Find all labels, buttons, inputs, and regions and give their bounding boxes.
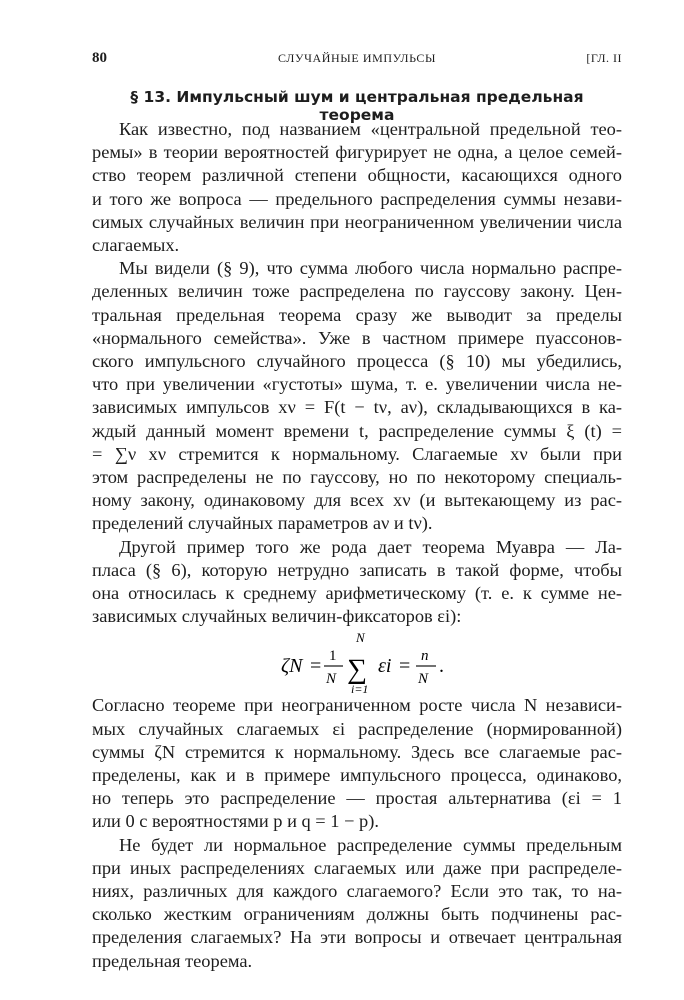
formula-sum-top: N [356, 630, 365, 646]
formula-eq1: = [310, 655, 322, 678]
running-title: СЛУЧАЙНЫЕ ИМПУЛЬСЫ [277, 51, 437, 65]
text-line: слагаемых. [92, 235, 180, 255]
text-line: пределены, как и в примере импульсного процесса, одинаково, [92, 765, 622, 785]
text-line: но теперь это распределение — простая альтернатива (εi = 1 [92, 788, 622, 809]
page-number: 80 [92, 50, 107, 66]
text-line: при иных распределениях слагаемых или даже при распределе- [92, 857, 622, 878]
text-line: зависимых импульсов xν = F(t − tν, aν), складывающихся в ка- [92, 397, 622, 418]
text-line: Как известно, под названием «центральной предельной тео- [119, 119, 622, 139]
text-line: зависимых случайных величин-фиксаторов εi): [92, 606, 462, 627]
formula-sum-sign: ∑ [347, 654, 367, 686]
text-line: ство теорем различной степени общности, касающихся одного [92, 165, 622, 186]
text-line: ского импульсного случайного процесса (§ 10) мы убедились, [92, 351, 622, 371]
text-line: ремы» в теории вероятностей фигурирует не одна, а целое семей- [92, 142, 622, 163]
text-line: суммы ζN стремится к нормальному. Здесь все слагаемые рас- [92, 741, 622, 762]
text-line: что при увеличении «густоты» шума, т. е. увеличении числа не- [92, 374, 622, 395]
chapter-label: [ГЛ. II [586, 51, 622, 65]
formula-N-den: N [326, 671, 337, 688]
text-line: пласа (§ 6), которую нетрудно записать в такой форме, чтобы [92, 559, 622, 580]
text-line: Другой пример того же рода дает теорема Муавра — Ла- [119, 536, 622, 557]
text-line: мых случайных слагаемых εi распределение (нормированной) [92, 718, 622, 739]
text-line: = ∑ν xν стремится к нормальному. Слагаемые xν были при [92, 443, 622, 464]
text-line: ждый данный момент времени t, распределение суммы ξ (t) = [92, 420, 622, 441]
text-line: и того же вопроса — предельного распределения суммы незави- [92, 188, 622, 209]
formula-end: . [439, 655, 444, 678]
text-line: ному закону, одинаковому для всех xν (и вытекающему из рас- [92, 490, 622, 511]
text-line: деленных величин тоже распределена по гауссову закону. Цен- [92, 281, 622, 302]
text-line: Согласно теореме при неограниченном росте числа N независи- [92, 695, 622, 716]
formula-sum-bottom: i=1 [351, 682, 369, 695]
section-title: § 13. Импульсный шум и центральная предельная теорема [130, 88, 584, 124]
text-line: «нормального семейства». Уже в частном примере пуассонов- [92, 327, 622, 348]
text-line: она относилась к среднему арифметическому (т. е. к сумме не- [92, 583, 622, 603]
text-line: пределения слагаемых? На эти вопросы и отвечает центральная [92, 927, 622, 948]
text-line: пределений случайных параметров aν и tν). [92, 513, 433, 534]
text-line: симых случайных величин при неограниченном увеличении числа [92, 211, 622, 232]
formula-lhs: ζN [281, 655, 303, 678]
formula-term: εi [378, 655, 392, 678]
text-line: Мы видели (§ 9), что сумма любого числа нормально распре- [119, 258, 622, 279]
text-line: Не будет ли нормальное распределение суммы предельным [119, 834, 622, 855]
text-line: сколько жестким ограничениям должны быть подчинены рас- [92, 904, 622, 925]
formula-svg [92, 630, 622, 694]
text-line: этом распределены не по гауссову, но по некоторому специаль- [92, 467, 622, 487]
formula-N-den2: N [418, 671, 429, 688]
text-line: или 0 с вероятностями p и q = 1 − p). [92, 811, 379, 832]
formula [92, 630, 622, 694]
formula-one: 1 [329, 648, 337, 665]
formula-n-num: n [421, 648, 429, 665]
text-line: тральная предельная теорема сразу же выводит за пределы [92, 304, 622, 325]
text-line: ниях, различных для каждого слагаемого? Если это так, то на- [92, 881, 622, 901]
formula-eq2: = [399, 655, 411, 678]
text-line: предельная теорема. [92, 950, 253, 971]
